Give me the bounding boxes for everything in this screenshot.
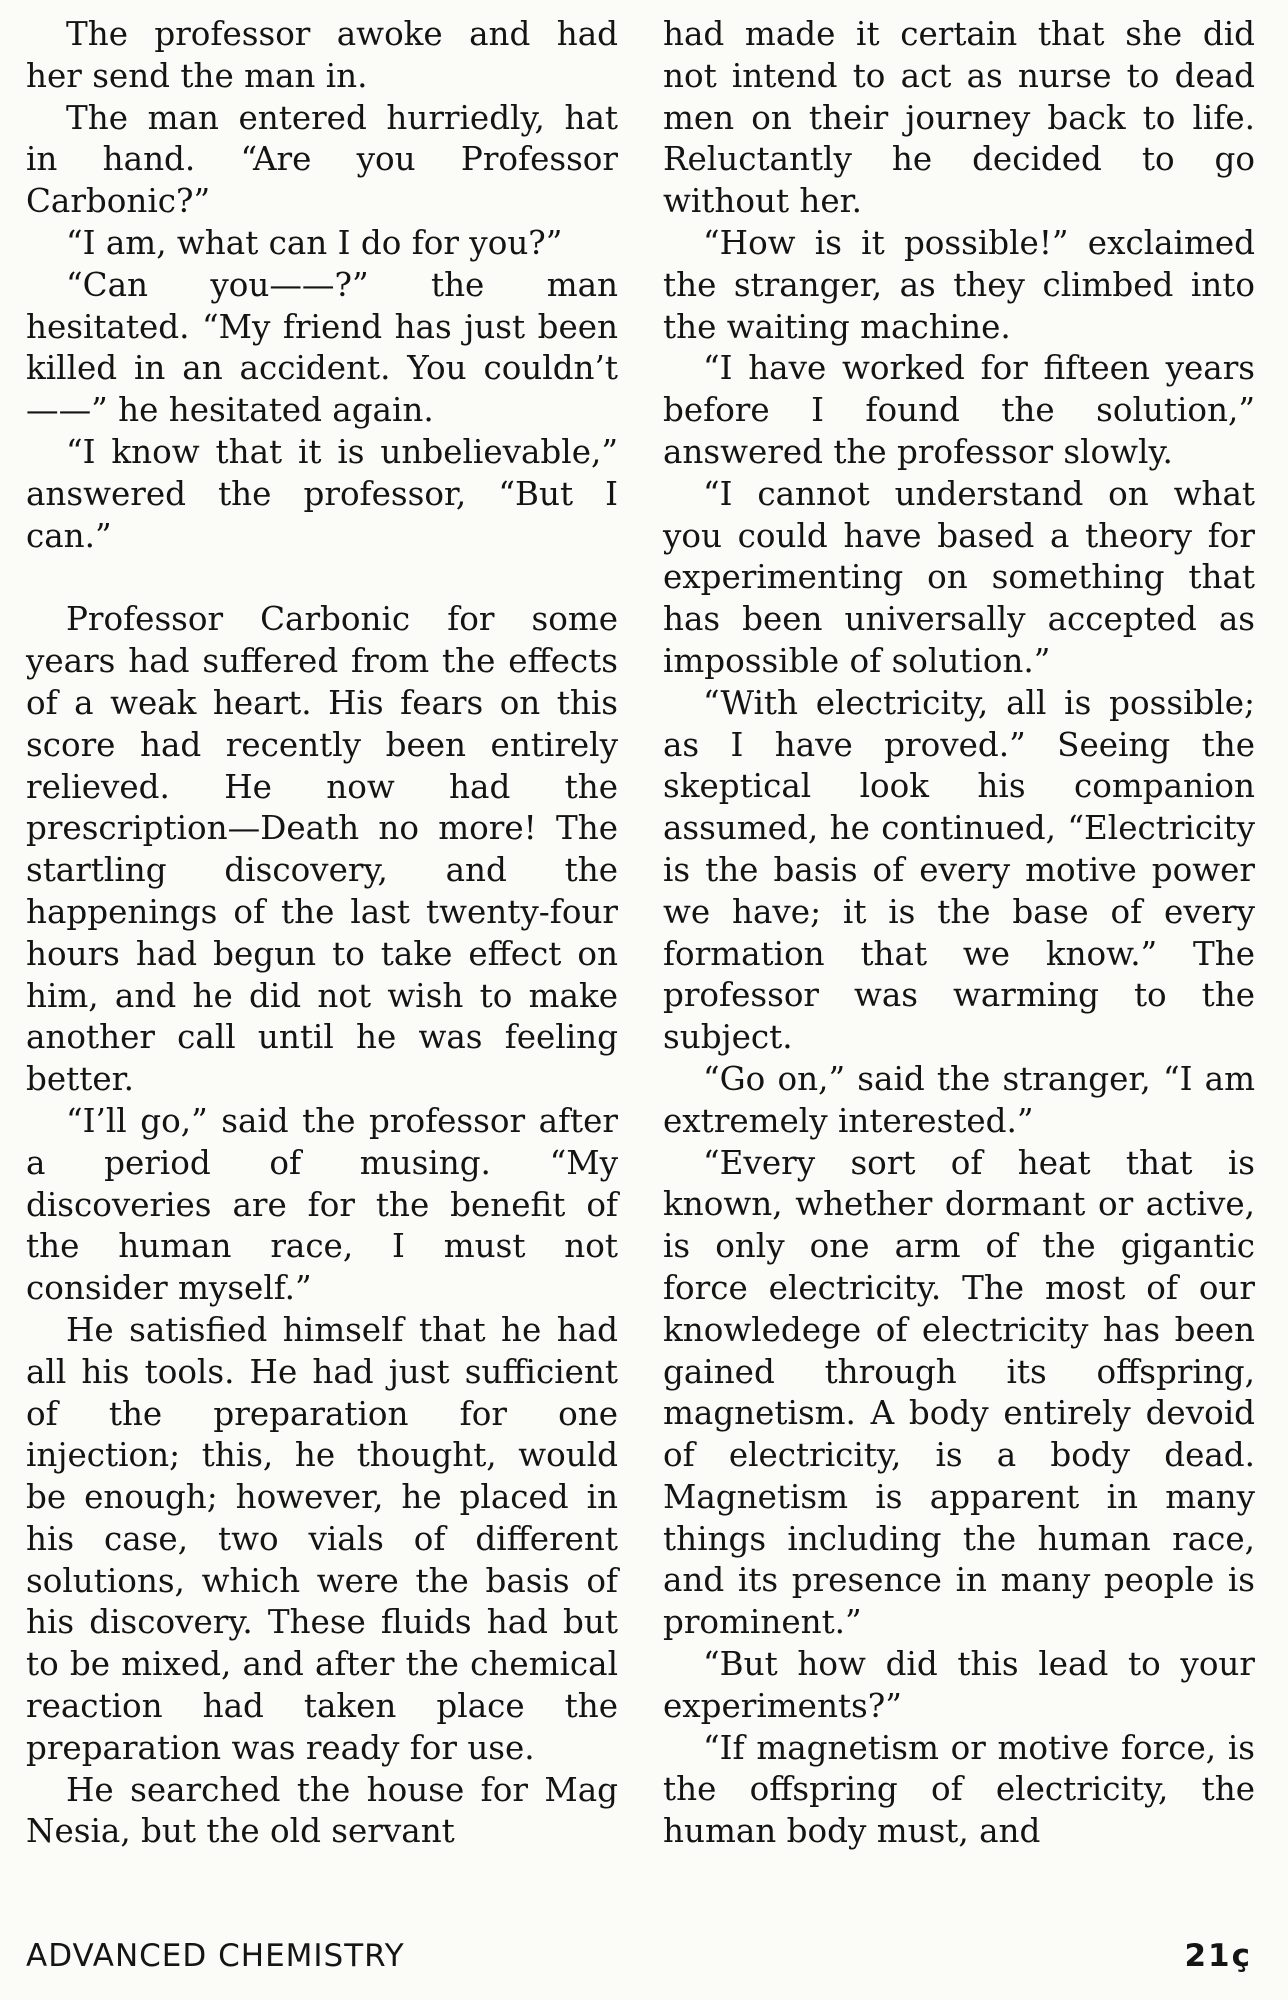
paragraph: “Can you——?” the man hesitated. “My friend has just been killed in an accident. You couldn’t——” he hesitated again. xyxy=(26,265,618,430)
paragraph: “I am, what can I do for you?” xyxy=(66,223,563,262)
paragraph: The man entered hurriedly, hat in hand. “Are you Professor Carbonic?” xyxy=(26,98,618,221)
paragraph: “I know that it is unbelievable,” answered the professor, “But I can.” xyxy=(26,432,618,555)
page-footer xyxy=(26,1938,1252,1988)
running-title: ADVANCED CHEMISTRY xyxy=(26,1938,405,1974)
paragraph: “I cannot understand on what you could have based a theory for experimenting on something that has been universally accepted as impossible of solution.” xyxy=(663,474,1255,680)
left-column xyxy=(26,14,618,1853)
paragraph: He satisfied himself that he had all his tools. He had just sufficient of the preparation for one injection; this, he thought, would be enough; however, he placed in his case, two vials of different solutions, which were the basis of his discovery. These fluids had but to be mixed, and after the chemical reaction had taken place the preparation was ready for use. xyxy=(26,1310,618,1767)
paragraph: “I’ll go,” said the professor after a period of musing. “My discoveries are for the benefit of the human race, I must not consider myself.” xyxy=(26,1101,618,1308)
paragraph: “Every sort of heat that is known, whether dormant or active, is only one arm of the gigantic force electricity. The most of our knowledege of electricity has been gained through its offspring, magnetism. A body entirely devoid of electricity, is a body dead. Magnetism is apparent in many things including the human race, and its presence in many people is prominent.” xyxy=(663,1143,1255,1642)
right-column xyxy=(663,14,1255,1853)
paragraph: “I have worked for fifteen years before I found the solution,” answered the professor slowly. xyxy=(663,349,1255,471)
paragraph: He searched the house for Mag Nesia, but the old servant xyxy=(26,1770,618,1851)
paragraph: The professor awoke and had her send the man in. xyxy=(26,15,618,95)
page-number: 21ç xyxy=(1184,1938,1252,1974)
paragraph-continued: had made it certain that she did not intend to act as nurse to dead men on their journey back to life. Reluctantly he decided to go without her. xyxy=(663,15,1255,221)
paragraph: “How is it possible!” exclaimed the stranger, as they climbed into the waiting machine. xyxy=(663,223,1255,346)
paragraph: “With electricity, all is possible; as I have proved.” Seeing the skeptical look his companion assumed, he continued, “Electricity is the basis of every motive power we have; it is the base of every formation that we know.” The professor was warming to the subject. xyxy=(663,683,1255,1057)
paragraph: “If magnetism or motive force, is the offspring of electricity, the human body must, and xyxy=(663,1728,1255,1851)
paragraph: “Go on,” said the stranger, “I am extremely interested.” xyxy=(663,1059,1255,1140)
paragraph: Professor Carbonic for some years had suffered from the effects of a weak heart. His fears on this score had recently been entirely relieved. He now had the prescription—Death no more! The startling discovery, and the happenings of the last twenty-four hours had begun to take effect on him, and he did not wish to make another call until he was feeling better. xyxy=(26,600,618,1099)
paragraph: “But how did this lead to your experiments?” xyxy=(663,1645,1255,1725)
